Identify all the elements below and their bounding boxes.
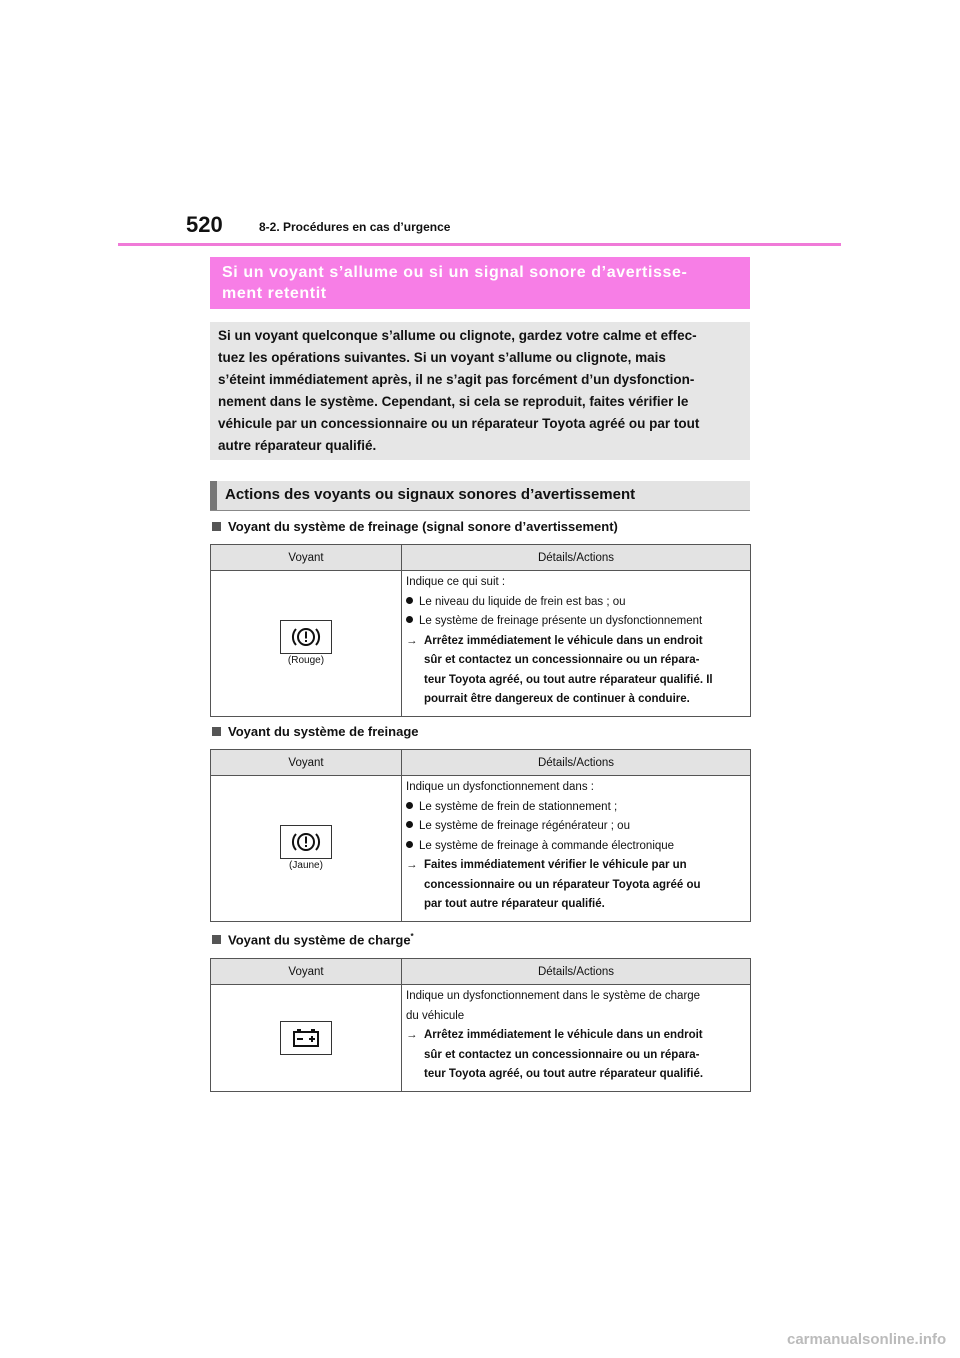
bullet-icon — [406, 841, 413, 848]
list-item: Le système de frein de stationnement ; — [406, 798, 746, 818]
action-line: concessionnaire ou un réparateur Toyota agréé ou — [424, 878, 701, 891]
section-banner — [210, 257, 750, 309]
action-line: pourrait être dangereux de continuer à conduire. — [424, 693, 690, 705]
square-bullet-icon — [212, 522, 221, 531]
action-line: Faites immédiatement vérifier le véhicule par un — [424, 859, 687, 871]
banner-line: ment retentit — [222, 285, 327, 302]
arrow-right-icon: → — [406, 634, 418, 647]
arrow-right-icon: → — [406, 859, 418, 871]
action-line: sûr et contactez un concessionnaire ou un répara- — [424, 1048, 700, 1061]
icon-cell — [211, 776, 402, 922]
intro-box — [210, 322, 750, 460]
warning-table — [210, 958, 751, 1092]
action-line: par tout autre réparateur qualifié. — [424, 898, 605, 910]
topic-text: Voyant du système de freinage (signal sonore d’avertissement) — [228, 519, 618, 534]
list-item: Le niveau du liquide de frein est bas ; ou — [406, 593, 746, 613]
topic-heading — [212, 519, 618, 534]
column-header-voyant: Voyant — [211, 750, 402, 776]
intro-line: tuez les opérations suivantes. Si un voyant s’allume ou clignote, mais — [218, 350, 666, 365]
list-item: Le système de freinage régénérateur ; ou — [406, 817, 746, 837]
square-bullet-icon — [212, 935, 221, 944]
footnote-marker: * — [410, 932, 414, 941]
details-intro: du véhicule — [406, 1009, 465, 1022]
details-cell — [402, 571, 751, 717]
intro-line: s’éteint immédiatement après, il ne s’agit pas forcément d’un dysfonction- — [218, 372, 695, 387]
watermark: carmanualsonline.info — [787, 1331, 947, 1348]
list-item: Le système de freinage à commande électronique — [406, 837, 746, 857]
topic-text: Voyant du système de charge — [228, 932, 411, 948]
bullet-icon — [406, 597, 413, 604]
subsection-divider — [210, 510, 750, 511]
topic-heading — [212, 724, 419, 739]
lamp-color-label: (Jaune) — [289, 860, 323, 872]
page-number: 520 — [186, 212, 223, 237]
details-cell — [402, 985, 751, 1092]
banner-line: Si un voyant s’allume ou si un signal sonore d’avertisse- — [222, 264, 688, 281]
square-bullet-icon — [212, 727, 221, 736]
column-header-details: Détails/Actions — [402, 750, 751, 776]
action-line: Arrêtez immédiatement le véhicule dans un endroit — [424, 1029, 703, 1041]
column-header-voyant: Voyant — [211, 545, 402, 571]
action-instructions — [406, 856, 746, 915]
warning-table — [210, 749, 751, 922]
battery-charge-icon — [280, 1021, 332, 1055]
icon-cell — [211, 985, 402, 1092]
intro-line: Si un voyant quelconque s’allume ou clignote, gardez votre calme et effec- — [218, 328, 697, 343]
topic-text: Voyant du système de freinage — [228, 724, 419, 739]
column-header-voyant: Voyant — [211, 959, 402, 985]
details-intro: Indique ce qui suit : — [406, 576, 506, 588]
action-instructions — [406, 632, 746, 710]
icon-cell — [211, 571, 402, 717]
topic-heading — [212, 932, 414, 947]
intro-line: véhicule par un concessionnaire ou un réparateur Toyota agréé ou par tout — [218, 416, 700, 431]
intro-line: nement dans le système. Cependant, si cela se reproduit, faites vérifier le — [218, 394, 689, 409]
arrow-right-icon: → — [406, 1029, 418, 1041]
details-cell — [402, 776, 751, 922]
action-line: Arrêtez immédiatement le véhicule dans un endroit — [424, 634, 703, 647]
subsection-heading: Actions des voyants ou signaux sonores d’avertissement — [210, 481, 750, 511]
column-header-details: Détails/Actions — [402, 545, 751, 571]
action-line: teur Toyota agréé, ou tout autre réparateur qualifié. — [424, 1068, 704, 1080]
action-instructions — [406, 1026, 746, 1085]
intro-line: autre réparateur qualifié. — [218, 438, 377, 453]
warning-table — [210, 544, 751, 717]
action-line: teur Toyota agréé, ou tout autre réparateur qualifié. Il — [424, 673, 713, 686]
brake-warning-icon — [280, 620, 332, 654]
header-divider — [118, 243, 841, 246]
list-item: Le système de freinage présente un dysfonctionnement — [406, 612, 746, 632]
details-intro: Indique un dysfonctionnement dans le système de charge — [406, 990, 701, 1002]
bullet-icon — [406, 821, 413, 828]
action-line: sûr et contactez un concessionnaire ou un répara- — [424, 654, 700, 666]
details-intro: Indique un dysfonctionnement dans : — [406, 781, 594, 793]
brake-system-icon — [280, 825, 332, 859]
column-header-details: Détails/Actions — [402, 959, 751, 985]
lamp-color-label: (Rouge) — [287, 655, 325, 667]
bullet-icon — [406, 802, 413, 809]
section-title: 8-2. Procédures en cas d’urgence — [259, 220, 451, 234]
bullet-icon — [406, 616, 413, 623]
